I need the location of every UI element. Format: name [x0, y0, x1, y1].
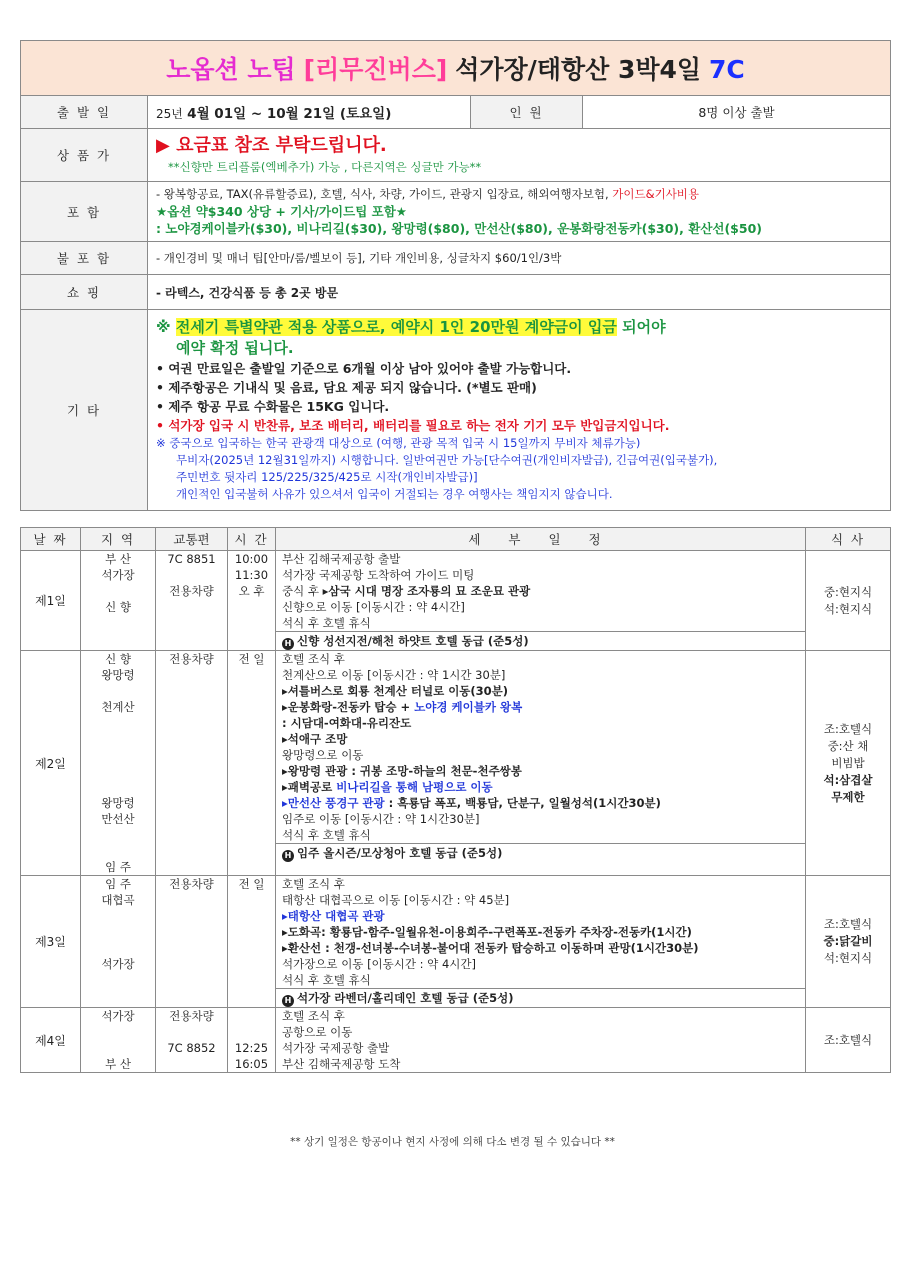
include-line1 — [156, 186, 890, 203]
hotel-line — [276, 988, 805, 1007]
meal-item: 석:현지식 — [823, 601, 873, 616]
transport-item: 전용차량 — [169, 877, 214, 891]
detail-line: ▸도화곡: 황룡담-함주-일월유천-이용희주-구련폭포-전동카 주차장-전동카(1시간) — [282, 925, 692, 939]
time-item: 12:25 — [234, 1041, 269, 1055]
transport-item — [156, 1024, 227, 1040]
region-item — [81, 583, 155, 599]
region-item: 석가장 — [101, 957, 135, 971]
meal-item: 비빔밥 — [831, 755, 865, 770]
shopping-label: 쇼 핑 — [21, 275, 148, 310]
etc-line1 — [156, 317, 890, 338]
region-cell — [81, 1008, 156, 1073]
detail-line: 중식 후 ▸삼국 시대 명장 조자룡의 묘 조운묘 관광 — [282, 584, 531, 598]
transport-cell — [156, 651, 228, 876]
include-line1-text: - 왕복항공료, TAX(유류할증료), 호텔, 식사, 차량, 가이드, 관광지 입장료, 해외여행자보험, — [156, 187, 609, 201]
transport-item: 7C 8851 — [167, 552, 216, 566]
region-item: 신 향 — [105, 600, 131, 614]
detail-line: 석식 후 호텔 휴식 — [282, 973, 371, 987]
detail-line: 천계산으로 이동 [이동시간 : 약 1시간 30분] — [282, 668, 506, 682]
etc-china-3: 주민번호 뒷자리 125/225/325/425로 시작(개인비자발급)] — [176, 470, 478, 484]
time-cell — [228, 876, 276, 1008]
title-part3: 석가장/태항산 3박4일 — [455, 55, 702, 84]
transport-item: 전용차량 — [169, 584, 214, 598]
people-value: 8명 이상 출발 — [583, 96, 891, 129]
title-part1: 노옵션 노팁 — [166, 55, 296, 84]
region-cell — [81, 551, 156, 651]
region-item — [81, 843, 155, 859]
detail-line: ▸환산선 : 천갱-선녀봉-수녀봉-불어대 전동카 탑승하고 이동하며 관망(1시간30분) — [282, 941, 699, 955]
include-line2: ★옵션 약$340 상당 + 기사/가이드팁 포함★ — [156, 204, 407, 219]
day-label: 제4일 — [21, 1008, 81, 1073]
departure-dates: 4월 01일 ~ 10월 21일 (토요일) — [187, 106, 392, 122]
schedule-header-row — [21, 528, 891, 551]
etc-bullet4: • 석가장 입국 시 반찬류, 보조 배터리, 배터리를 필요로 하는 전자 기기 모두 반입금지입니다. — [156, 418, 670, 433]
etc-label: 기 타 — [21, 310, 148, 511]
region-item — [81, 908, 155, 924]
region-item — [81, 779, 155, 795]
meal-item: 중:현지식 — [823, 584, 873, 599]
header-transport: 교통편 — [156, 528, 228, 551]
detail-line: 왕망령으로 이동 — [282, 748, 364, 762]
region-item — [81, 747, 155, 763]
detail-line: 석가장 국제공항 도착하여 가이드 미팅 — [282, 568, 475, 582]
include-label: 포 함 — [21, 182, 148, 242]
day-label: 제3일 — [21, 876, 81, 1008]
include-line3: : 노야경케이블카($30), 비나리길($30), 왕망령($80), 만선산($80), 운봉화랑전동카($30), 환산선($50) — [156, 221, 762, 236]
etc-mark: ※ — [156, 318, 171, 336]
day-row — [21, 876, 891, 1008]
etc-bullet1: • 여권 만료일은 출발일 기준으로 6개월 이상 남아 있어야 출발 가능합니다. — [156, 361, 572, 376]
schedule-table — [20, 527, 891, 1073]
etc-china-1: ※ 중국으로 입국하는 한국 관광객 대상으로 (여행, 관광 목적 입국 시 15일까지 무비자 체류가능) — [156, 436, 641, 450]
time-cell — [228, 551, 276, 651]
hotel-icon: H — [282, 638, 294, 650]
day-label: 제1일 — [21, 551, 81, 651]
etc-highlight-after: 되어야 — [622, 318, 666, 336]
transport-cell — [156, 1008, 228, 1073]
detail-line: 부산 김해국제공항 출발 — [282, 552, 401, 566]
region-item: 석가장 — [101, 568, 135, 582]
departure-label: 출 발 일 — [21, 96, 148, 129]
detail-line: ▸왕망령 관광 : 귀봉 조망-하늘의 천문-천주쌍봉 — [282, 764, 522, 778]
transport-item: 전용차량 — [169, 652, 214, 666]
region-item — [81, 731, 155, 747]
hotel-name: 석가장 라벤더/홀리데인 호텔 동급 (준5성) — [297, 991, 514, 1005]
transport-item — [156, 567, 227, 583]
detail-line: 석가장 국제공항 출발 — [282, 1041, 390, 1055]
exclude-label: 불 포 함 — [21, 242, 148, 275]
time-item: 전 일 — [238, 877, 265, 891]
time-cell — [228, 1008, 276, 1073]
region-item — [81, 715, 155, 731]
hotel-line — [276, 843, 805, 862]
page-title — [21, 41, 891, 96]
region-item: 임 주 — [105, 877, 131, 891]
region-cell — [81, 876, 156, 1008]
transport-item: 전용차량 — [169, 1009, 214, 1023]
detail-line: 석가장으로 이동 [이동시간 : 약 4시간] — [282, 957, 476, 971]
day-row — [21, 1008, 891, 1073]
etc-highlight: 전세기 특별약관 적용 상품으로, 예약시 1인 20만원 계약금이 입금 — [175, 318, 617, 336]
detail-line: 석식 후 호텔 휴식 — [282, 616, 371, 630]
region-item: 왕망령 — [101, 668, 135, 682]
region-item: 부 산 — [105, 1057, 131, 1071]
region-item — [81, 1024, 155, 1040]
meal-item: 중:산 채 — [827, 738, 869, 753]
product-info-table — [20, 40, 891, 511]
hotel-icon: H — [282, 850, 294, 862]
region-item: 신 향 — [105, 652, 131, 666]
detail-cell — [276, 551, 806, 651]
detail-line: 임주로 이동 [이동시간 : 약 1시간30분] — [282, 812, 480, 826]
detail-line: 호텔 조식 후 — [282, 1009, 345, 1023]
header-detail: 세 부 일 정 — [276, 528, 806, 551]
detail-line: ▸괘벽공로 비나리길을 통해 남평으로 이동 — [282, 780, 493, 794]
price-value — [148, 129, 891, 182]
meal-item: 중:닭갈비 — [823, 934, 873, 948]
shopping-value: - 라텍스, 건강식품 등 총 2곳 방문 — [148, 275, 891, 310]
hotel-name: 임주 올시즌/모상청아 호텔 동급 (준5성) — [297, 846, 503, 860]
region-item: 만선산 — [101, 812, 135, 826]
detail-line: ▸석애구 조망 — [282, 732, 348, 746]
detail-line: ▸운봉화랑-전동카 탑승 + 노야경 케이블카 왕복 — [282, 700, 523, 714]
time-cell — [228, 651, 276, 876]
transport-item: 7C 8852 — [167, 1041, 216, 1055]
meal-item: 조:호텔식 — [823, 721, 873, 736]
day-row — [21, 651, 891, 876]
detail-cell — [276, 876, 806, 1008]
meal-item: 조:호텔식 — [823, 1032, 873, 1047]
header-region: 지 역 — [81, 528, 156, 551]
hotel-icon: H — [282, 995, 294, 1007]
time-item — [228, 1008, 275, 1024]
detail-line: ▸셔틀버스로 회룡 천계산 터널로 이동(30분) — [282, 684, 509, 698]
etc-bullet2: • 제주항공은 기내식 및 음료, 담요 제공 되지 않습니다. (*별도 판매) — [156, 380, 537, 395]
detail-line: 호텔 조식 후 — [282, 652, 345, 666]
etc-china-4: 개인적인 입국불허 사유가 있으셔서 입국이 거절되는 경우 여행사는 책임지지 않습니다. — [176, 487, 613, 501]
detail-cell — [276, 651, 806, 876]
detail-line: 호텔 조식 후 — [282, 877, 345, 891]
header-time: 시 간 — [228, 528, 276, 551]
hotel-name: 신향 성선지전/해천 하얏트 호텔 동급 (준5성) — [297, 634, 529, 648]
departure-value — [148, 96, 471, 129]
transport-item — [156, 1056, 227, 1072]
meal-cell — [806, 876, 891, 1008]
transport-cell — [156, 876, 228, 1008]
detail-line: : 시담대-여화대-유리잔도 — [282, 716, 412, 730]
detail-line: 신향으로 이동 [이동시간 : 약 4시간] — [282, 600, 465, 614]
region-item — [81, 940, 155, 956]
region-item: 천계산 — [101, 700, 135, 714]
detail-cell — [276, 1008, 806, 1073]
region-item — [81, 683, 155, 699]
header-meal: 식 사 — [806, 528, 891, 551]
etc-bullet3: • 제주 항공 무료 수화물은 15KG 입니다. — [156, 399, 390, 414]
detail-line: ▸태항산 대협곡 관광 — [282, 909, 385, 923]
time-item: 11:30 — [234, 568, 269, 582]
etc-china-2: 무비자(2025년 12월31일까지) 시행합니다. 일반여권만 가능[단수여권(개인비자발급), 긴급여권(입국불가), — [176, 453, 718, 467]
region-item: 대협곡 — [101, 893, 135, 907]
people-label: 인 원 — [471, 96, 583, 129]
region-item — [81, 924, 155, 940]
time-item: 10:00 — [234, 552, 269, 566]
time-item: 16:05 — [234, 1057, 269, 1071]
detail-line: 태항산 대협곡으로 이동 [이동시간 : 약 45분] — [282, 893, 510, 907]
region-item: 임 주 — [105, 860, 131, 874]
title-part4: 7C — [709, 55, 745, 84]
price-label: 상 품 가 — [21, 129, 148, 182]
meal-cell — [806, 651, 891, 876]
time-item — [228, 1024, 275, 1040]
transport-cell — [156, 551, 228, 651]
time-item: 전 일 — [238, 652, 265, 666]
include-line1-red: 가이드&기사비용 — [612, 187, 700, 201]
meal-item: 무제한 — [831, 789, 865, 804]
detail-line: 부산 김해국제공항 도착 — [282, 1057, 401, 1071]
region-item — [81, 1040, 155, 1056]
etc-line2: 예약 확정 됩니다. — [176, 339, 294, 357]
region-item — [81, 763, 155, 779]
include-value — [148, 182, 891, 242]
day-label: 제2일 — [21, 651, 81, 876]
etc-value — [148, 310, 891, 511]
detail-line: ▸만선산 풍경구 관광 : 흑룡담 폭포, 백룡담, 단분구, 일월성석(1시간30분) — [282, 796, 661, 810]
price-main: ▶ 요금표 참조 부탁드립니다. — [156, 135, 387, 156]
footer-note: ** 상기 일정은 항공이나 현지 사정에 의해 다소 변경 될 수 있습니다 ** — [290, 1136, 615, 1148]
region-item: 부 산 — [105, 552, 131, 566]
meal-item: 조:호텔식 — [823, 917, 873, 931]
day-row — [21, 551, 891, 651]
price-sub: **신향만 트리플룸(엑베추가) 가능 , 다른지역은 싱글만 가능** — [168, 160, 482, 174]
title-part2: [리무진버스] — [303, 55, 448, 84]
region-item — [81, 827, 155, 843]
region-item: 석가장 — [101, 1009, 135, 1023]
hotel-line — [276, 631, 805, 650]
meal-item: 석:삼겹살 — [823, 772, 873, 787]
departure-prefix: 25년 — [156, 107, 183, 121]
region-item: 왕망령 — [101, 796, 135, 810]
header-date: 날 짜 — [21, 528, 81, 551]
meal-cell — [806, 551, 891, 651]
detail-line: 석식 후 호텔 휴식 — [282, 828, 371, 842]
exclude-value: - 개인경비 및 매너 팁[안마/룸/벨보이 등], 기타 개인비용, 싱글차지 $60/1인/3박 — [148, 242, 891, 275]
region-cell — [81, 651, 156, 876]
detail-line: 공항으로 이동 — [282, 1025, 353, 1039]
meal-item: 석:현지식 — [823, 951, 873, 965]
time-item: 오 후 — [238, 584, 265, 598]
meal-cell — [806, 1008, 891, 1073]
